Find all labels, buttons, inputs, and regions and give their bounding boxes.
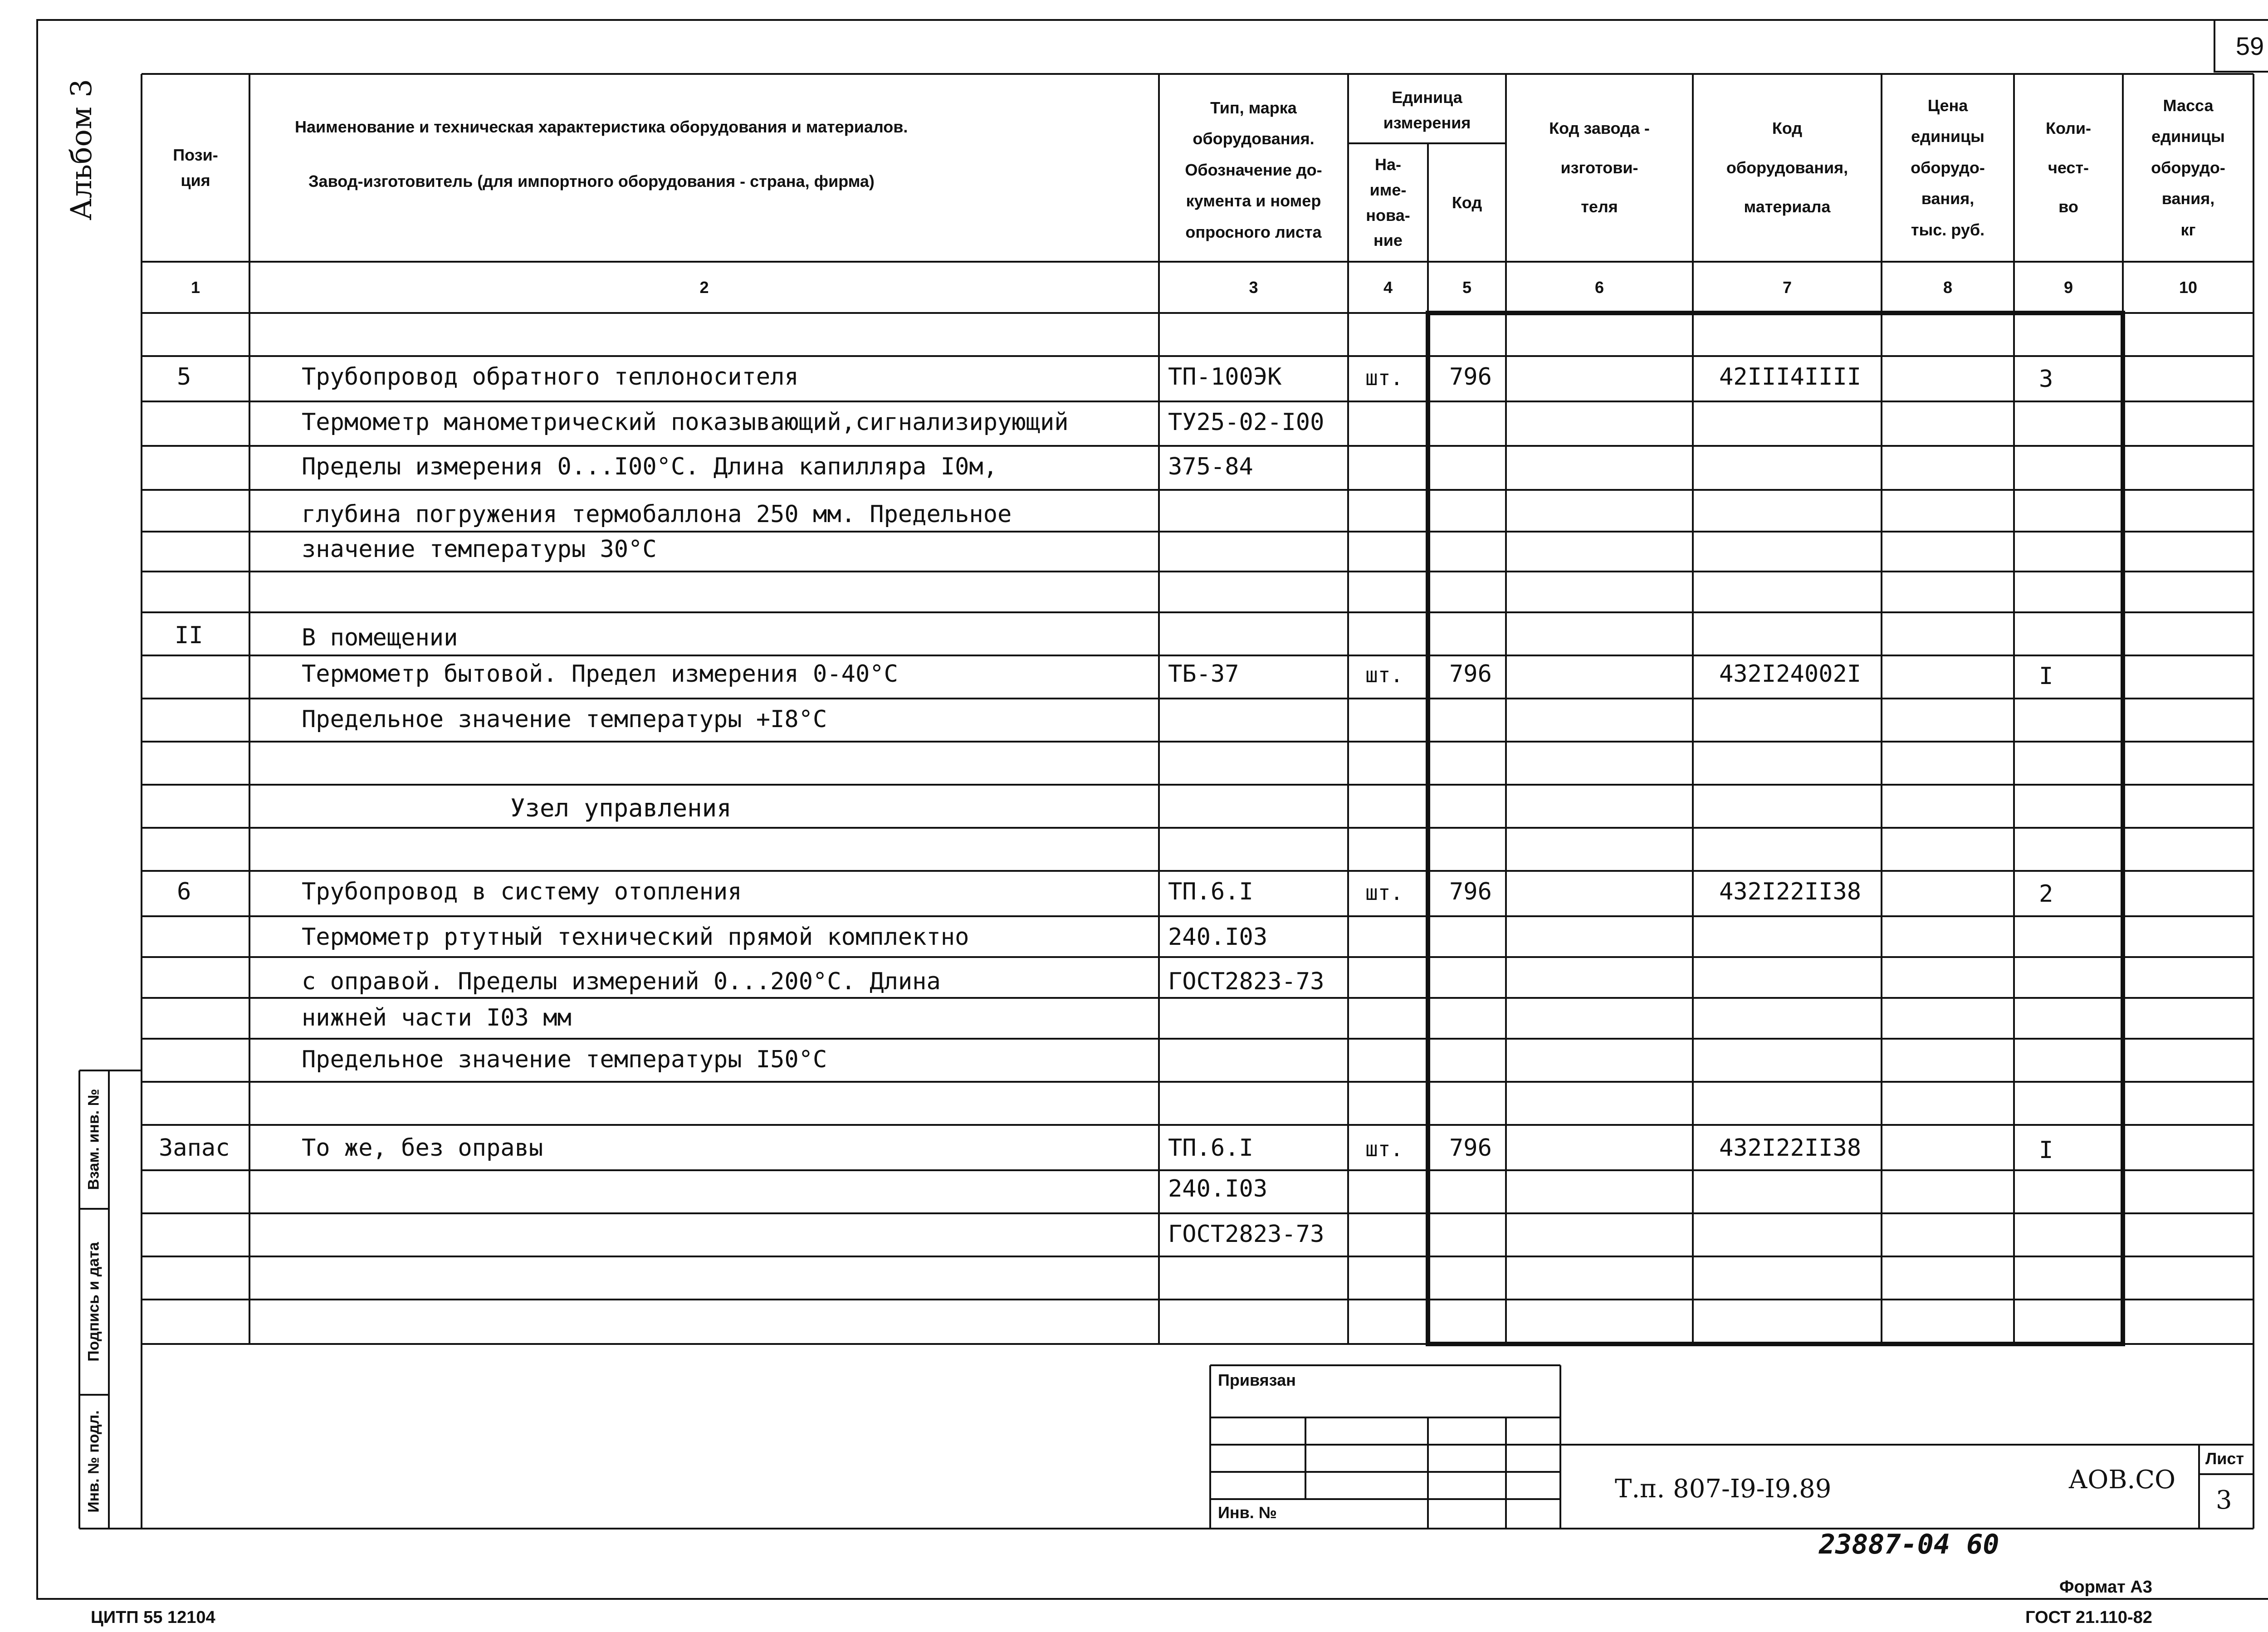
row-unit-code: 796 xyxy=(1449,878,1492,905)
column-number-3: 3 xyxy=(1249,278,1258,297)
row-type: ТУ25-02-I00 xyxy=(1168,409,1325,436)
row-type: ГОСТ2823-73 xyxy=(1168,1221,1325,1248)
side-label-inv-podl: Инв. № подл. xyxy=(85,1410,103,1513)
row-quantity: I xyxy=(2039,1137,2053,1164)
handwritten-number: 23887-04 60 xyxy=(1819,1529,1999,1560)
header-unit-name: На- име- нова- ние xyxy=(1366,155,1410,250)
row-name: Трубопровод в систему отопления xyxy=(302,878,742,905)
row-equipment-code: 432I24002I xyxy=(1719,660,1862,688)
column-number-4: 4 xyxy=(1383,278,1393,297)
row-equipment-code: 432I22II38 xyxy=(1719,1134,1862,1162)
column-number-9: 9 xyxy=(2063,278,2073,297)
row-unit-code: 796 xyxy=(1449,363,1492,391)
stamp-sheet-number: 3 xyxy=(2216,1485,2232,1515)
column-number-8: 8 xyxy=(1943,278,1953,297)
row-equipment-code: 42III4IIII xyxy=(1719,363,1862,391)
album-label: Альбом 3 xyxy=(65,79,98,220)
stamp-code: АОВ.СО xyxy=(2068,1465,2176,1495)
footer-left: ЦИТП 55 12104 xyxy=(91,1608,215,1627)
column-number-1: 1 xyxy=(191,278,200,297)
row-name: значение температуры 30°С xyxy=(302,536,657,563)
header-type: Тип, марка оборудования. Обозначение до- кумента и номер опросного листа xyxy=(1185,98,1322,241)
column-number-5: 5 xyxy=(1462,278,1472,297)
row-type: 375-84 xyxy=(1168,453,1253,480)
row-name: Термометр манометрический показывающий,сигнализирующий xyxy=(302,409,1069,436)
row-name: То же, без оправы xyxy=(302,1134,543,1162)
row-name: Термометр ртутный технический прямой комплектно xyxy=(302,923,969,951)
row-equipment-code: 432I22II38 xyxy=(1719,878,1862,905)
header-factory-code: Код завода - изготови- теля xyxy=(1549,119,1650,216)
section-title: Узел управления xyxy=(510,794,732,822)
row-type: 240.I03 xyxy=(1168,923,1268,951)
row-type: ТП.6.I xyxy=(1168,878,1253,905)
row-quantity: I xyxy=(2039,663,2053,690)
header-name-line2: Завод-изготовитель (для импортного оборудования - страна, фирма) xyxy=(308,172,875,191)
row-position: II xyxy=(175,622,203,649)
row-position: 6 xyxy=(177,878,191,905)
row-name: Пределы измерения 0...I00°С. Длина капилляра I0м, xyxy=(302,453,998,480)
header-position: Пози- ция xyxy=(173,146,218,190)
row-name: Предельное значение температуры +I8°С xyxy=(302,706,827,733)
column-number-7: 7 xyxy=(1782,278,1792,297)
row-unit-code: 796 xyxy=(1449,660,1492,688)
row-position: Запас xyxy=(159,1134,230,1162)
row-name: глубина погружения термобаллона 250 мм. Предельное xyxy=(302,501,1012,528)
column-number-2: 2 xyxy=(699,278,709,297)
column-number-6: 6 xyxy=(1594,278,1604,297)
page-number: 59 xyxy=(2235,31,2264,60)
row-quantity: 3 xyxy=(2039,366,2053,393)
row-type: ГОСТ2823-73 xyxy=(1168,968,1325,995)
header-name-line1: Наименование и техническая характеристика оборудования и материалов. xyxy=(295,117,908,137)
header-unit-code: Код xyxy=(1452,193,1482,212)
row-type: ТП.6.I xyxy=(1168,1134,1253,1162)
header-quantity: Коли- чест- во xyxy=(2045,119,2092,216)
row-name: В помещении xyxy=(302,624,458,651)
side-label-vzam: Взам. инв. № xyxy=(85,1089,103,1190)
row-name: с оправой. Пределы измерений 0...200°С. Длина xyxy=(302,968,941,995)
row-quantity: 2 xyxy=(2039,880,2053,908)
row-unit: шт. xyxy=(1365,880,1403,905)
header-mass: Масса единицы оборудо- вания, кг xyxy=(2151,96,2225,239)
footer-format: Формат А3 xyxy=(2059,1578,2152,1597)
stamp-designation: Т.п. 807-I9-I9.89 xyxy=(1615,1474,1832,1504)
row-unit-code: 796 xyxy=(1449,1134,1492,1162)
stamp-inv-no: Инв. № xyxy=(1218,1503,1277,1522)
row-type: 240.I03 xyxy=(1168,1175,1268,1202)
row-type: ТП-100ЭК xyxy=(1168,363,1282,391)
row-unit: шт. xyxy=(1365,366,1403,390)
row-name: Термометр бытовой. Предел измерения 0-40°С xyxy=(302,660,898,688)
row-name: Предельное значение температуры I50°С xyxy=(302,1046,827,1073)
row-type: ТБ-37 xyxy=(1168,660,1239,688)
column-number-10: 10 xyxy=(2179,278,2198,297)
row-name: нижней части I03 мм xyxy=(302,1004,572,1031)
side-label-podpis: Подпись и дата xyxy=(85,1242,103,1362)
row-name: Трубопровод обратного теплоносителя xyxy=(302,363,799,391)
row-position: 5 xyxy=(177,363,191,391)
header-equipment-code: Код оборудования, материала xyxy=(1726,119,1848,216)
stamp-privyazan: Привязан xyxy=(1218,1371,1296,1389)
header-unit: Единица измерения xyxy=(1383,88,1471,132)
header-price: Цена единицы оборудо- вания, тыс. руб. xyxy=(1911,96,1985,239)
row-unit: шт. xyxy=(1365,663,1403,687)
stamp-sheet-label: Лист xyxy=(2205,1449,2244,1468)
row-unit: шт. xyxy=(1365,1137,1403,1161)
footer-gost: ГОСТ 21.110-82 xyxy=(2025,1608,2152,1627)
